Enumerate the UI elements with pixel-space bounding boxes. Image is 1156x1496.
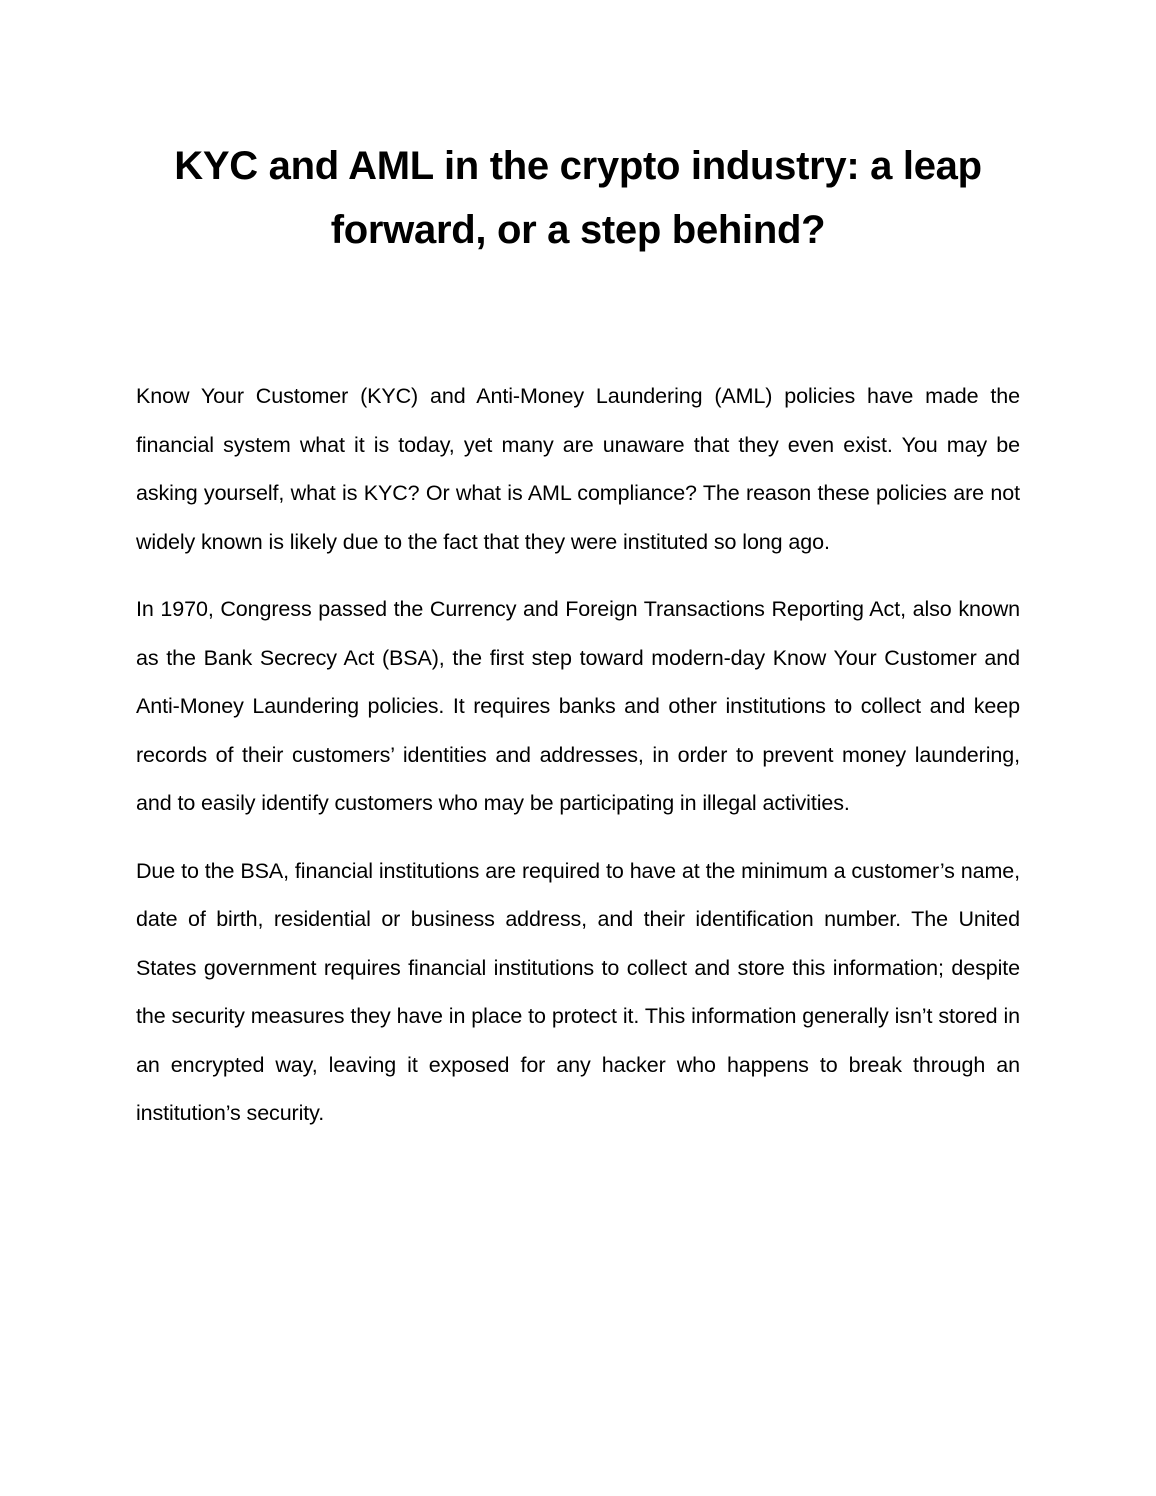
paragraph-bsa-requirements: Due to the BSA, financial institutions are required to have at the minimum a customer’s name, date of birth, residential or business address, and their identification number. The United States government requires financial institutions to collect and store this information; despite the security measures they have in place to protect it. This information generally isn’t stored in an encrypted way, leaving it exposed for any hacker who happens to break through an institution’s security.	[136, 858, 1020, 1125]
paragraph-kyc-aml-intro: Know Your Customer (KYC) and Anti-Money Laundering (AML) policies have made the financial system what it is today, yet many are unaware that they even exist. You may be asking yourself, what is KYC? Or what is AML compliance? The reason these policies are not widely known is likely due to the fact that they were instituted so long ago.	[136, 384, 1020, 554]
paragraph-bank-secrecy-act: In 1970, Congress passed the Currency and Foreign Transactions Reporting Act, also known as the Bank Secrecy Act (BSA), the first step toward modern-day Know Your Customer and Anti-Money Laundering policies. It requires banks and other institutions to collect and keep records of their customers’ identities and addresses, in order to prevent money laundering, and to easily identify customers who may be participating in illegal activities.	[136, 597, 1020, 815]
document-title: KYC and AML in the crypto industry: a leap forward, or a step behind?	[174, 144, 982, 252]
document-body	[136, 372, 1020, 1157]
